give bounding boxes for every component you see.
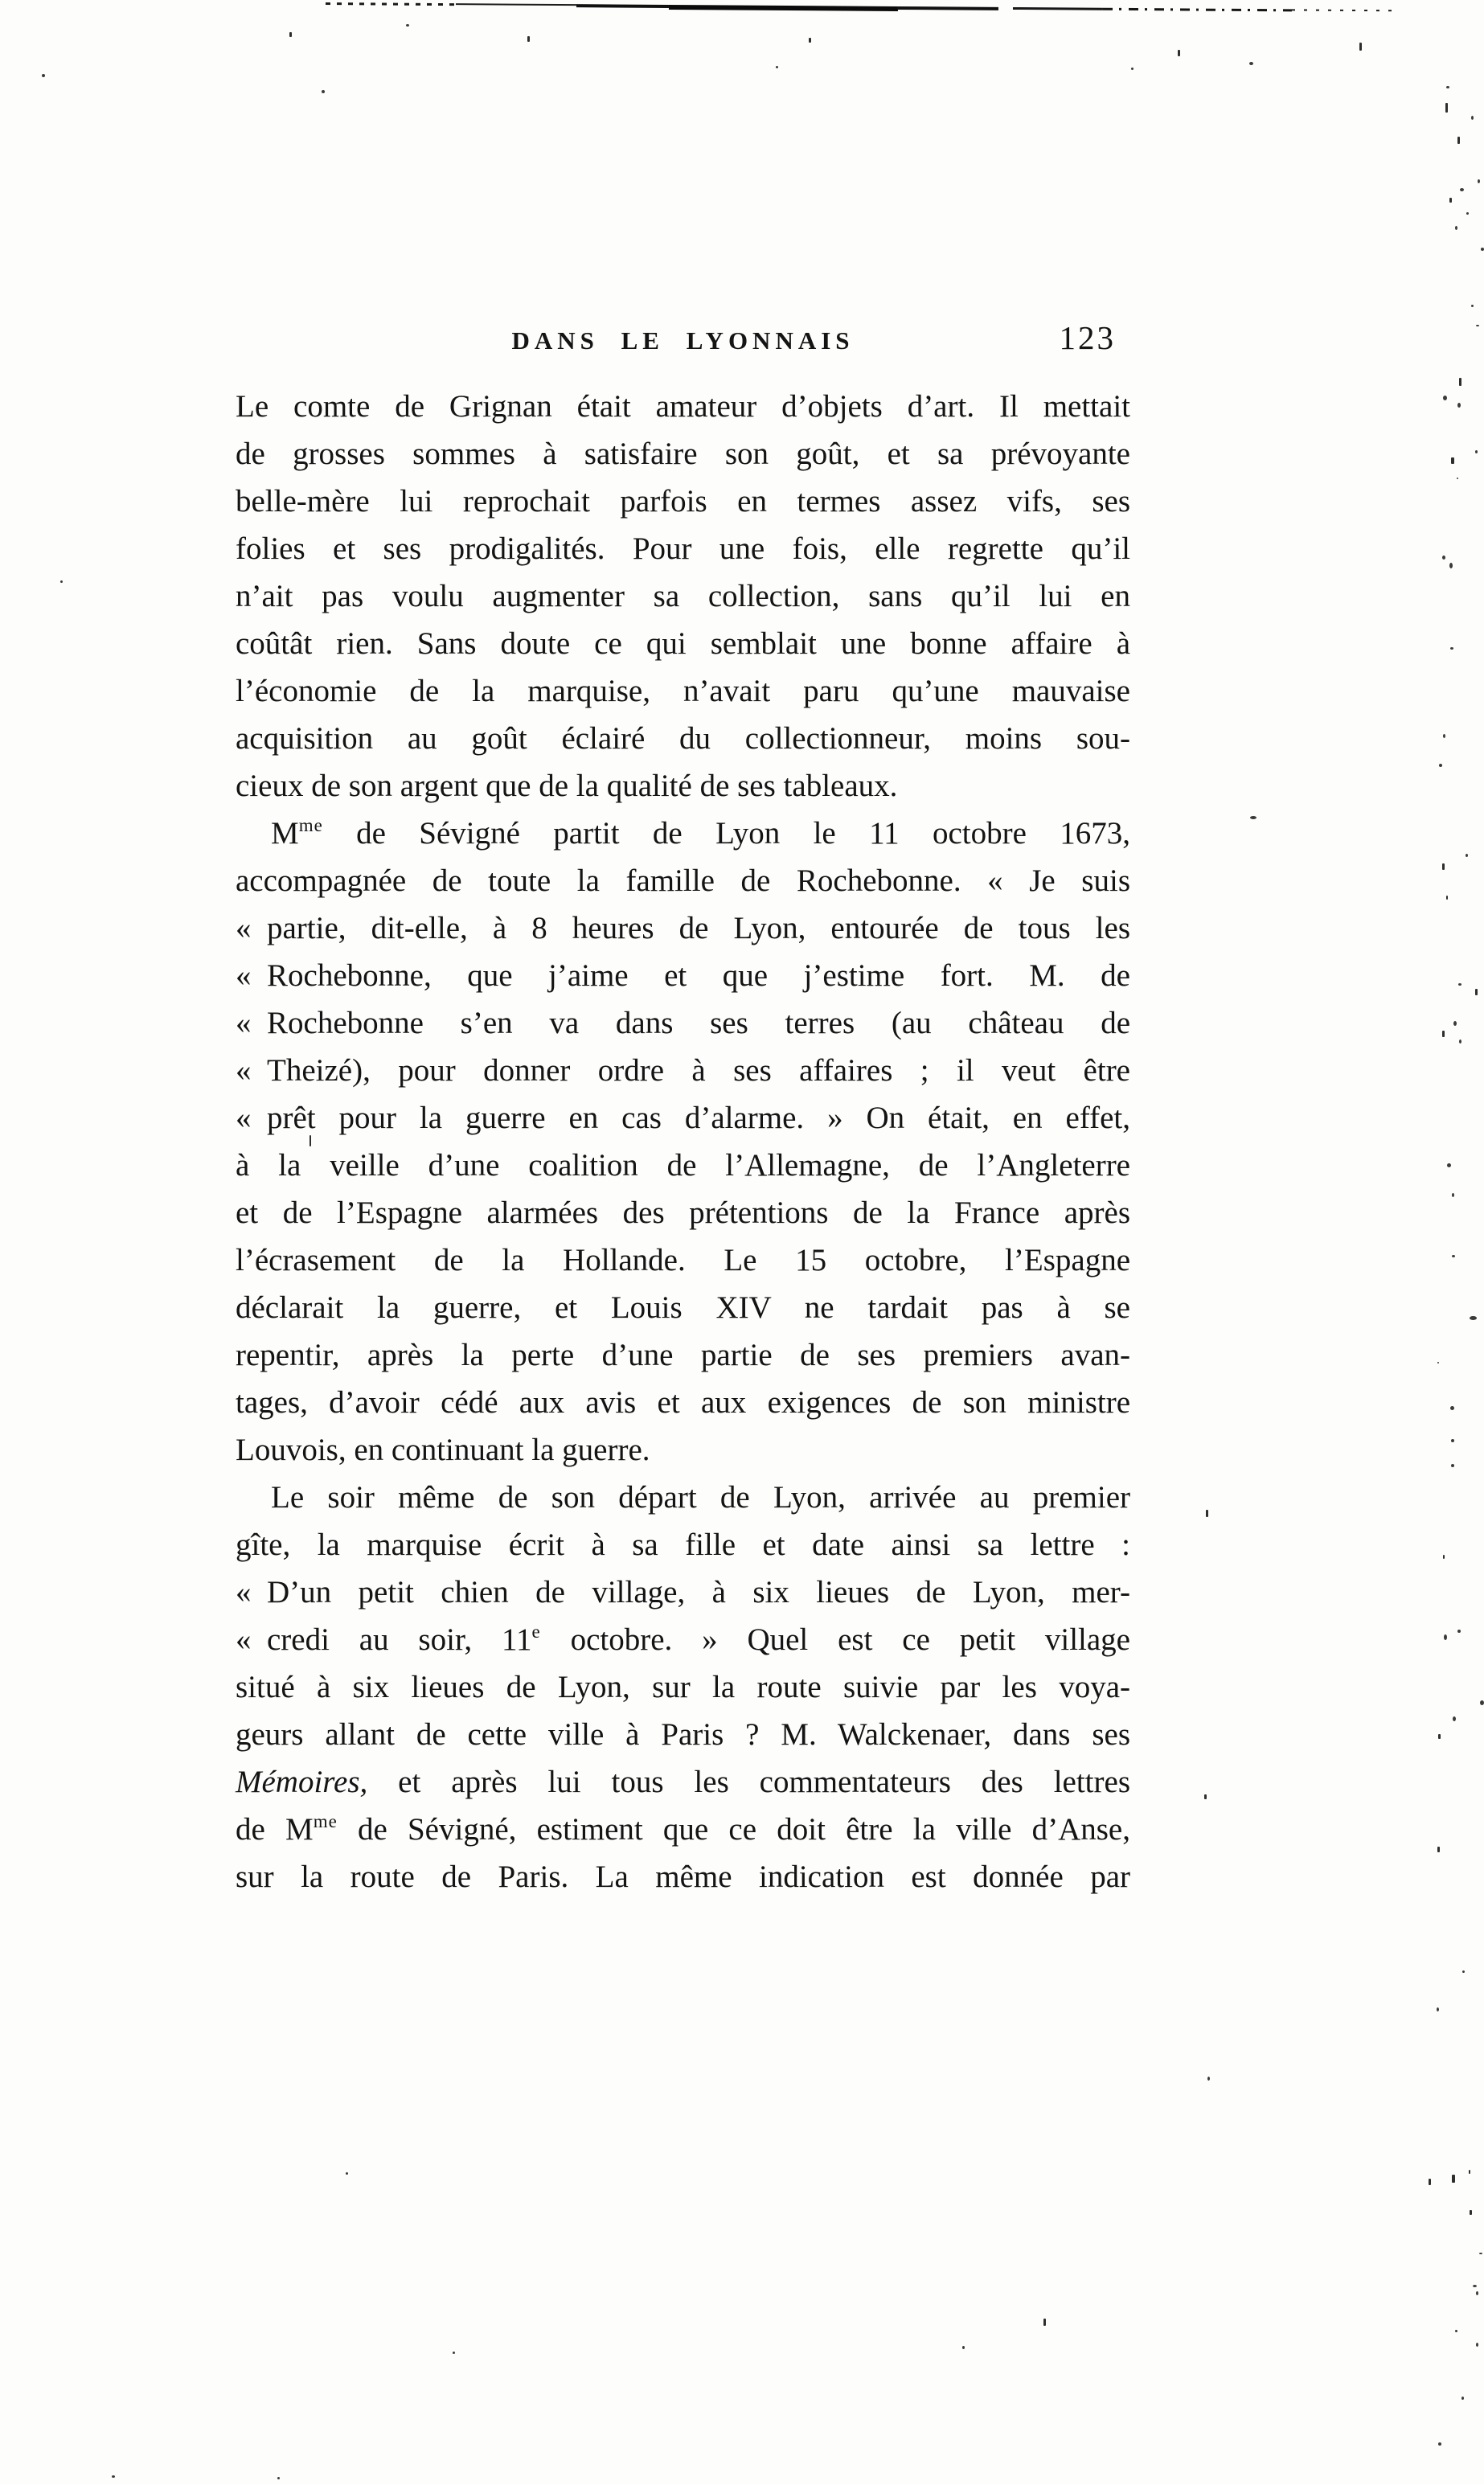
scan-speck bbox=[962, 2346, 965, 2349]
scan-speck bbox=[1470, 2210, 1472, 2215]
text-segment: et après lui tous les commentateurs des lettres bbox=[367, 1765, 1130, 1799]
text-line bbox=[236, 810, 1130, 857]
scan-speck bbox=[1469, 2170, 1470, 2174]
scan-speck bbox=[1481, 248, 1484, 251]
scan-speck bbox=[1249, 62, 1253, 65]
text-line bbox=[236, 1142, 1130, 1189]
text-line bbox=[236, 572, 1130, 620]
scan-speck bbox=[1457, 1630, 1461, 1633]
text-line bbox=[236, 478, 1130, 525]
text-line bbox=[236, 1094, 1130, 1142]
text-line bbox=[236, 383, 1130, 430]
running-title: DANS LE LYONNAIS bbox=[511, 326, 855, 355]
scan-speck bbox=[1043, 2319, 1046, 2326]
text-line bbox=[236, 1806, 1130, 1853]
scan-speck bbox=[42, 74, 45, 77]
scan-speck bbox=[1452, 1193, 1454, 1197]
text-segment: déclarait la guerre, et Louis XIV ne tardait pas à se bbox=[236, 1290, 1130, 1325]
scan-speck bbox=[1207, 2077, 1210, 2081]
scan-speck bbox=[1444, 1634, 1447, 1640]
scan-speck bbox=[1359, 43, 1362, 51]
scan-speck bbox=[406, 24, 409, 27]
scan-speck bbox=[1437, 2007, 1439, 2011]
scan-speck bbox=[776, 66, 778, 68]
scan-speck bbox=[1438, 2442, 1441, 2446]
text-segment: « credi au soir, 11 bbox=[236, 1622, 532, 1657]
scan-speck bbox=[1446, 86, 1449, 88]
scan-edge-artifact bbox=[326, 2, 1395, 16]
edge-segment bbox=[326, 2, 454, 6]
scan-speck bbox=[1457, 137, 1460, 144]
scan-speck bbox=[1451, 1464, 1454, 1467]
text-segment: belle-mère lui reprochait parfois en termes assez vifs, ses bbox=[236, 484, 1130, 519]
scan-speck bbox=[1437, 1847, 1440, 1852]
text-segment: n’ait pas voulu augmenter sa collection, sans qu’il lui en bbox=[236, 579, 1130, 613]
scan-speck bbox=[1455, 2330, 1457, 2332]
scan-speck bbox=[1204, 1794, 1207, 1799]
text-segment: à la veille d’une coalition de l’Allemagne, de l’Angleterre bbox=[236, 1148, 1130, 1183]
scan-speck bbox=[1442, 863, 1445, 870]
scan-speck bbox=[1475, 450, 1478, 453]
text-line bbox=[236, 1047, 1130, 1094]
text-segment: sur la route de Paris. La même indication est donnée par bbox=[236, 1860, 1130, 1894]
scan-speck bbox=[1475, 989, 1478, 995]
text-line bbox=[236, 952, 1130, 999]
scan-speck bbox=[1480, 1700, 1484, 1705]
page-number: 123 bbox=[1059, 319, 1116, 356]
scan-speck bbox=[453, 2352, 455, 2354]
text-line bbox=[236, 620, 1130, 667]
paragraph-1 bbox=[236, 383, 1130, 810]
scan-speck bbox=[809, 38, 811, 43]
scan-speck bbox=[112, 2475, 115, 2478]
text-line bbox=[236, 1616, 1130, 1663]
text-segment: Le comte de Grignan était amateur d’objets d’art. Il mettait bbox=[236, 389, 1130, 424]
text-line bbox=[236, 1758, 1130, 1806]
scan-speck bbox=[1442, 1031, 1445, 1037]
scan-speck bbox=[1466, 212, 1469, 215]
text-segment: acquisition au goût éclairé du collectionneur, moins sou- bbox=[236, 721, 1130, 756]
text-segment: et de l’Espagne alarmées des prétentions de la France après bbox=[236, 1195, 1130, 1230]
italic-text: Mémoires, bbox=[236, 1765, 368, 1799]
scan-speck bbox=[1451, 1439, 1454, 1442]
scan-speck bbox=[1443, 396, 1447, 400]
scan-speck bbox=[1466, 854, 1468, 857]
scan-speck bbox=[1473, 2285, 1477, 2287]
edge-segment bbox=[669, 5, 898, 11]
scan-speck bbox=[1449, 198, 1452, 203]
text-line bbox=[236, 1189, 1130, 1236]
text-segment: gîte, la marquise écrit à sa fille et date ainsi sa lettre : bbox=[236, 1527, 1130, 1562]
scan-speck bbox=[1476, 2343, 1478, 2347]
text-line bbox=[236, 857, 1130, 904]
text-segment: l’économie de la marquise, n’avait paru qu’une mauvaise bbox=[236, 674, 1130, 708]
text-segment: « Rochebonne, que j’aime et que j’estime fort. M. de bbox=[236, 958, 1130, 993]
text-line bbox=[236, 1236, 1130, 1284]
scan-speck bbox=[1476, 325, 1479, 326]
scan-speck bbox=[1131, 68, 1133, 70]
superscript: me bbox=[313, 1811, 338, 1831]
scan-speck bbox=[1476, 2291, 1478, 2295]
scan-speck bbox=[1479, 2253, 1482, 2254]
text-line bbox=[236, 762, 1130, 810]
scan-speck bbox=[1453, 1716, 1456, 1721]
text-segment: situé à six lieues de Lyon, sur la route suivie par les voya- bbox=[236, 1670, 1130, 1704]
text-segment: de Sévigné, estiment que ce doit être la ville d’Anse, bbox=[337, 1812, 1130, 1847]
text-segment: « prêt pour la guerre en cas d’alarme. » On était, en effet, bbox=[236, 1101, 1130, 1135]
scan-speck bbox=[289, 32, 292, 37]
paragraph-3 bbox=[236, 1474, 1130, 1901]
text-line bbox=[236, 1521, 1130, 1569]
text-segment: tages, d’avoir cédé aux avis et aux exigences de son ministre bbox=[236, 1385, 1130, 1420]
text-line bbox=[236, 1426, 1130, 1474]
scan-speck bbox=[1446, 896, 1448, 900]
text-line bbox=[236, 430, 1130, 478]
superscript: me bbox=[298, 815, 323, 835]
edge-segment bbox=[1013, 7, 1103, 10]
text-line bbox=[236, 904, 1130, 952]
scan-speck bbox=[1438, 1734, 1441, 1739]
text-line bbox=[236, 1569, 1130, 1616]
scan-speck bbox=[1459, 378, 1461, 386]
scan-speck bbox=[1455, 226, 1457, 230]
page-header bbox=[236, 320, 1130, 371]
scan-speck bbox=[1442, 556, 1445, 560]
scan-speck bbox=[1450, 647, 1453, 650]
scan-speck bbox=[1445, 103, 1448, 113]
text-segment: accompagnée de toute la famille de Rochebonne. « Je suis bbox=[236, 863, 1130, 898]
text-segment: M bbox=[271, 816, 299, 851]
scan-speck bbox=[1452, 2175, 1455, 2183]
superscript: e bbox=[531, 1622, 541, 1642]
scan-speck bbox=[1470, 1316, 1477, 1320]
scan-speck bbox=[1443, 1555, 1445, 1559]
edge-segment bbox=[898, 6, 998, 10]
text-line bbox=[236, 1663, 1130, 1711]
text-segment: repentir, après la perte d’une partie de ses premiers avan- bbox=[236, 1338, 1130, 1372]
paragraph-2 bbox=[236, 810, 1130, 1474]
scan-speck bbox=[346, 2172, 348, 2175]
text-segment: l’écrasement de la Hollande. Le 15 octobre, l’Espagne bbox=[236, 1243, 1130, 1277]
scan-speck bbox=[277, 2477, 280, 2479]
text-line bbox=[236, 1853, 1130, 1901]
text-line bbox=[236, 1284, 1130, 1331]
scan-speck bbox=[1429, 2179, 1431, 2185]
text-line bbox=[236, 667, 1130, 715]
text-segment: coûtât rien. Sans doute ce qui semblait une bonne affaire à bbox=[236, 626, 1130, 661]
scan-speck bbox=[1439, 764, 1442, 767]
scan-speck bbox=[1250, 816, 1256, 819]
text-line bbox=[236, 1474, 1130, 1521]
edge-segment bbox=[576, 4, 669, 8]
text-line bbox=[236, 525, 1130, 572]
scan-speck bbox=[1178, 50, 1180, 56]
scan-speck bbox=[1450, 1406, 1454, 1410]
text-segment: « D’un petit chien de village, à six lieues de Lyon, mer- bbox=[236, 1575, 1130, 1610]
edge-segment bbox=[456, 3, 576, 6]
text-segment: de M bbox=[236, 1812, 314, 1847]
text-segment: folies et ses prodigalités. Pour une fois, elle regrette qu’il bbox=[236, 531, 1130, 566]
text-segment: « Rochebonne s’en va dans ses terres (au château de bbox=[236, 1006, 1130, 1040]
scan-speck bbox=[1449, 563, 1453, 568]
text-line bbox=[236, 1379, 1130, 1426]
scan-speck bbox=[1461, 2397, 1464, 2400]
scan-speck bbox=[1460, 188, 1464, 191]
text-line bbox=[236, 1331, 1130, 1379]
text-segment: « partie, dit-elle, à 8 heures de Lyon, entourée de tous les bbox=[236, 911, 1130, 945]
scan-speck bbox=[322, 90, 325, 93]
text-block bbox=[236, 383, 1130, 1901]
text-segment: de grosses sommes à satisfaire son goût, et sa prévoyante bbox=[236, 437, 1130, 471]
scan-speck bbox=[1457, 478, 1458, 479]
edge-segment bbox=[1292, 9, 1395, 11]
text-line bbox=[236, 715, 1130, 762]
scan-speck bbox=[1478, 179, 1480, 183]
scan-speck bbox=[1462, 1970, 1465, 1973]
text-segment: octobre. » Quel est ce petit village bbox=[540, 1622, 1130, 1657]
text-segment: cieux de son argent que de la qualité de ses tableaux. bbox=[236, 769, 898, 803]
text-segment: geurs allant de cette ville à Paris ? M. Walckenaer, dans ses bbox=[236, 1717, 1130, 1752]
scan-speck bbox=[1437, 1362, 1439, 1363]
text-segment: « Theizé), pour donner ordre à ses affaires ; il veut être bbox=[236, 1053, 1130, 1088]
scan-speck bbox=[1457, 403, 1461, 408]
scan-speck bbox=[1458, 983, 1461, 986]
scan-speck bbox=[1471, 305, 1474, 307]
text-segment: de Sévigné partit de Lyon le 11 octobre 1673, bbox=[322, 816, 1130, 851]
edge-segment bbox=[1103, 8, 1292, 12]
scan-speck bbox=[1447, 1163, 1451, 1167]
scan-speck bbox=[1443, 734, 1445, 738]
scan-speck bbox=[1452, 1255, 1455, 1257]
scan-speck bbox=[1451, 457, 1454, 464]
scan-speck bbox=[60, 580, 63, 583]
scan-speck bbox=[1459, 1040, 1461, 1044]
scan-speck bbox=[1206, 1510, 1208, 1517]
scan-speck bbox=[527, 36, 530, 42]
text-line bbox=[236, 1711, 1130, 1758]
text-line bbox=[236, 999, 1130, 1047]
scan-speck bbox=[1453, 1021, 1457, 1026]
text-segment: Louvois, en continuant la guerre. bbox=[236, 1433, 650, 1467]
scan-speck bbox=[1471, 116, 1474, 120]
text-segment: Le soir même de son départ de Lyon, arrivée au premier bbox=[271, 1480, 1130, 1515]
